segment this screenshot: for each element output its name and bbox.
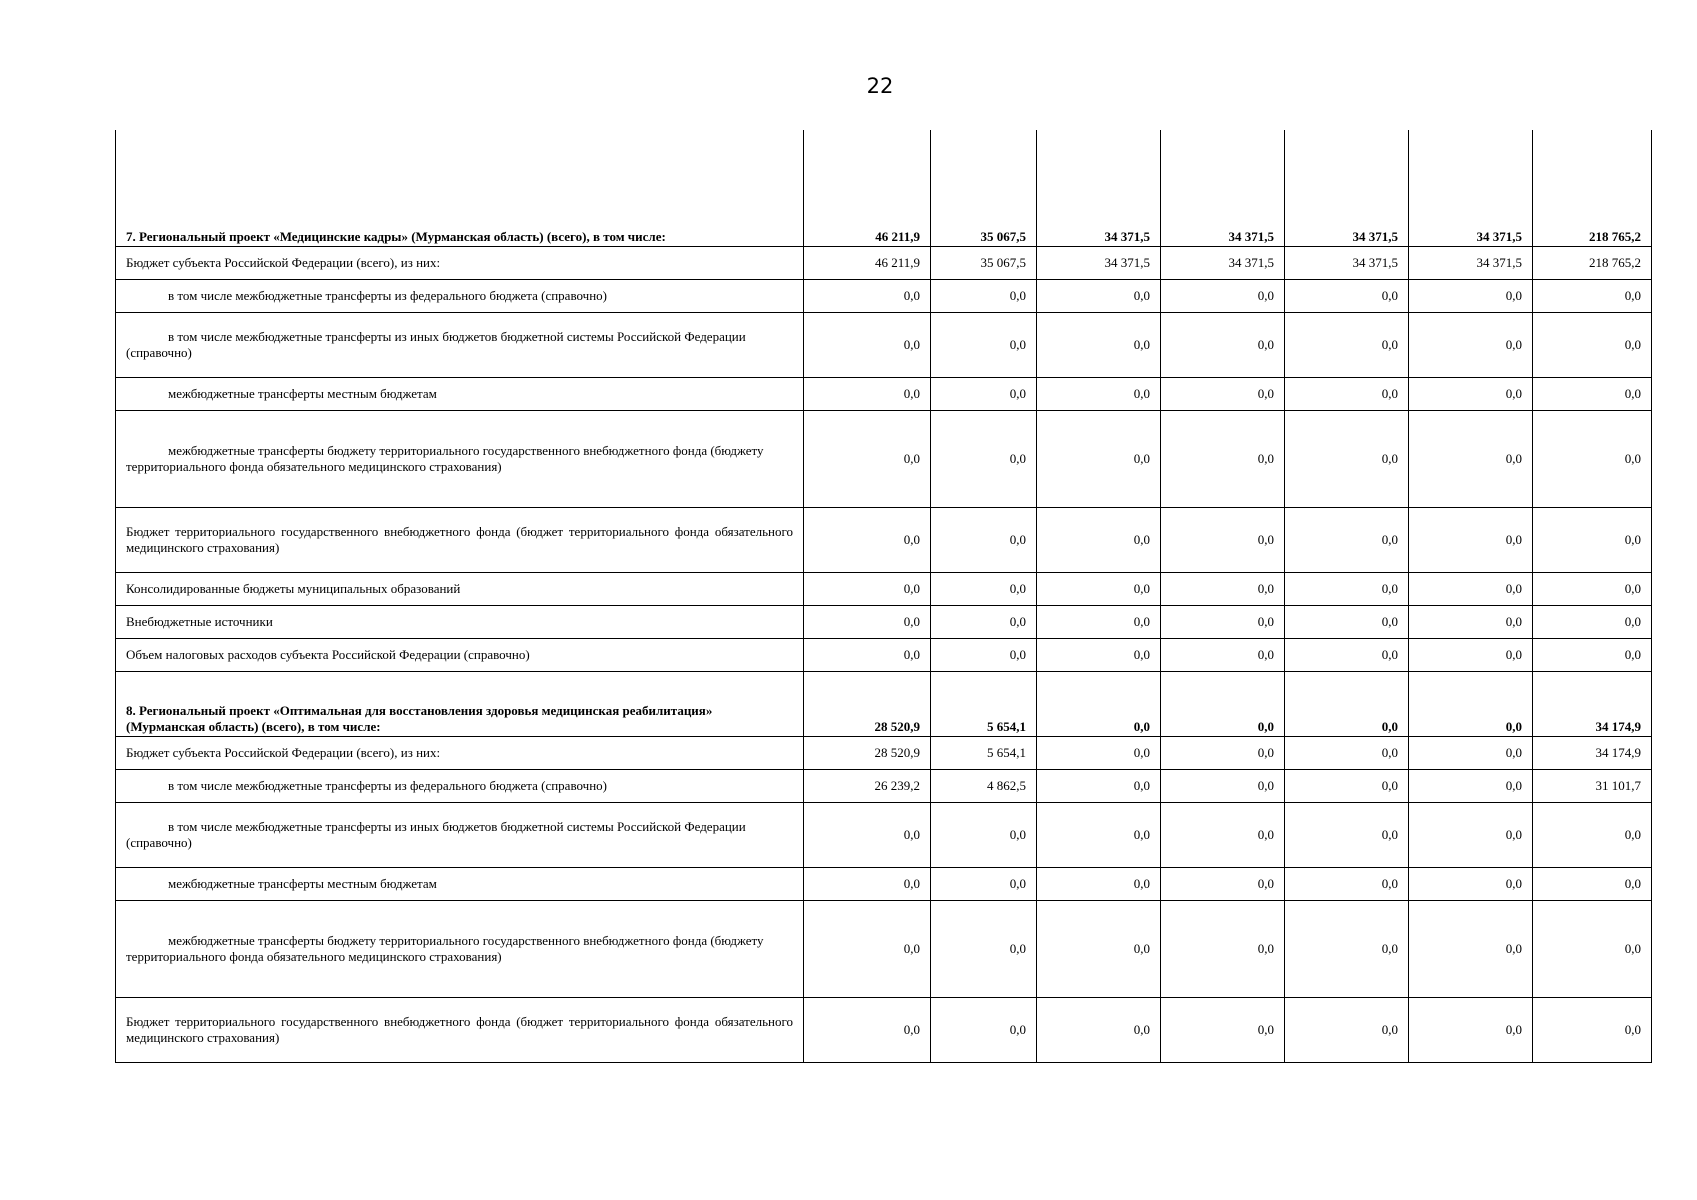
value-cell: 0,0 <box>1409 410 1533 507</box>
value-cell: 35 067,5 <box>931 130 1037 246</box>
value-cell: 0,0 <box>1037 605 1161 638</box>
value-cell: 0,0 <box>1037 410 1161 507</box>
value-cell: 0,0 <box>1409 802 1533 867</box>
row-label: 8. Региональный проект «Оптимальная для восстановления здоровья медицинская реабилитация» (Мурманская область) (всего), в том числе: <box>116 671 804 736</box>
value-cell: 0,0 <box>1409 900 1533 997</box>
value-cell: 0,0 <box>1533 900 1652 997</box>
value-cell: 0,0 <box>804 867 931 900</box>
table-row <box>116 736 1652 769</box>
row-label: Бюджет субъекта Российской Федерации (всего), из них: <box>116 736 804 769</box>
value-cell: 0,0 <box>1533 312 1652 377</box>
table-row <box>116 410 1652 507</box>
value-cell: 0,0 <box>804 802 931 867</box>
table-row <box>116 605 1652 638</box>
value-cell: 0,0 <box>1037 867 1161 900</box>
row-label: в том числе межбюджетные трансферты из иных бюджетов бюджетной системы Российской Федерации (справочно) <box>116 802 804 867</box>
value-cell: 0,0 <box>1409 671 1533 736</box>
value-cell: 0,0 <box>1409 377 1533 410</box>
budget-table <box>115 130 1652 1063</box>
value-cell: 0,0 <box>1409 279 1533 312</box>
table-row <box>116 671 1652 736</box>
value-cell: 0,0 <box>931 605 1037 638</box>
value-cell: 0,0 <box>804 377 931 410</box>
value-cell: 0,0 <box>1161 997 1285 1062</box>
value-cell: 0,0 <box>1533 279 1652 312</box>
value-cell: 0,0 <box>1285 802 1409 867</box>
value-cell: 34 371,5 <box>1161 246 1285 279</box>
row-label: Объем налоговых расходов субъекта Российской Федерации (справочно) <box>116 638 804 671</box>
value-cell: 0,0 <box>1037 997 1161 1062</box>
value-cell: 0,0 <box>1285 377 1409 410</box>
row-label: Бюджет территориального государственного внебюджетного фонда (бюджет территориального фонда обязательного медицинского страхования) <box>116 997 804 1062</box>
value-cell: 0,0 <box>931 867 1037 900</box>
value-cell: 0,0 <box>1161 769 1285 802</box>
value-cell: 0,0 <box>1285 997 1409 1062</box>
value-cell: 0,0 <box>1285 769 1409 802</box>
value-cell: 0,0 <box>1037 671 1161 736</box>
value-cell: 0,0 <box>1037 377 1161 410</box>
value-cell: 0,0 <box>1285 638 1409 671</box>
value-cell: 0,0 <box>1161 377 1285 410</box>
value-cell: 0,0 <box>1533 802 1652 867</box>
value-cell: 34 371,5 <box>1037 130 1161 246</box>
value-cell: 28 520,9 <box>804 736 931 769</box>
value-cell: 0,0 <box>931 507 1037 572</box>
value-cell: 0,0 <box>931 410 1037 507</box>
value-cell: 5 654,1 <box>931 736 1037 769</box>
row-label: Внебюджетные источники <box>116 605 804 638</box>
value-cell: 0,0 <box>1161 605 1285 638</box>
value-cell: 0,0 <box>1533 572 1652 605</box>
value-cell: 0,0 <box>1533 410 1652 507</box>
value-cell: 0,0 <box>1037 572 1161 605</box>
value-cell: 0,0 <box>804 410 931 507</box>
value-cell: 34 371,5 <box>1285 130 1409 246</box>
table-row <box>116 279 1652 312</box>
value-cell: 0,0 <box>804 605 931 638</box>
value-cell: 0,0 <box>1161 507 1285 572</box>
value-cell: 0,0 <box>804 900 931 997</box>
row-label: 7. Региональный проект «Медицинские кадры» (Мурманская область) (всего), в том числе: <box>116 130 804 246</box>
value-cell: 0,0 <box>1161 802 1285 867</box>
value-cell: 34 371,5 <box>1409 246 1533 279</box>
value-cell: 0,0 <box>1285 410 1409 507</box>
value-cell: 4 862,5 <box>931 769 1037 802</box>
row-label: в том числе межбюджетные трансферты из федерального бюджета (справочно) <box>116 279 804 312</box>
value-cell: 46 211,9 <box>804 246 931 279</box>
table-row <box>116 802 1652 867</box>
row-label: межбюджетные трансферты местным бюджетам <box>116 867 804 900</box>
value-cell: 0,0 <box>1533 377 1652 410</box>
table-row <box>116 507 1652 572</box>
value-cell: 0,0 <box>804 572 931 605</box>
value-cell: 0,0 <box>1037 736 1161 769</box>
row-label: в том числе межбюджетные трансферты из иных бюджетов бюджетной системы Российской Федерации (справочно) <box>116 312 804 377</box>
value-cell: 0,0 <box>1409 997 1533 1062</box>
value-cell: 0,0 <box>1161 867 1285 900</box>
value-cell: 0,0 <box>1037 312 1161 377</box>
value-cell: 0,0 <box>1037 279 1161 312</box>
value-cell: 0,0 <box>804 638 931 671</box>
row-label: межбюджетные трансферты местным бюджетам <box>116 377 804 410</box>
value-cell: 0,0 <box>1285 312 1409 377</box>
value-cell: 34 174,9 <box>1533 671 1652 736</box>
value-cell: 0,0 <box>1533 867 1652 900</box>
value-cell: 5 654,1 <box>931 671 1037 736</box>
value-cell: 0,0 <box>1409 312 1533 377</box>
row-label: в том числе межбюджетные трансферты из федерального бюджета (справочно) <box>116 769 804 802</box>
value-cell: 0,0 <box>1533 997 1652 1062</box>
value-cell: 0,0 <box>1285 867 1409 900</box>
value-cell: 0,0 <box>1037 507 1161 572</box>
value-cell: 0,0 <box>1409 638 1533 671</box>
value-cell: 0,0 <box>1285 736 1409 769</box>
value-cell: 0,0 <box>1285 279 1409 312</box>
table-row <box>116 377 1652 410</box>
value-cell: 0,0 <box>931 572 1037 605</box>
table-row <box>116 867 1652 900</box>
value-cell: 0,0 <box>1161 312 1285 377</box>
value-cell: 0,0 <box>1161 900 1285 997</box>
value-cell: 0,0 <box>1533 638 1652 671</box>
table-row <box>116 997 1652 1062</box>
value-cell: 0,0 <box>931 638 1037 671</box>
value-cell: 0,0 <box>1409 736 1533 769</box>
table-row <box>116 769 1652 802</box>
value-cell: 0,0 <box>931 802 1037 867</box>
table-row <box>116 638 1652 671</box>
value-cell: 0,0 <box>1533 507 1652 572</box>
value-cell: 0,0 <box>1285 671 1409 736</box>
value-cell: 0,0 <box>804 507 931 572</box>
value-cell: 0,0 <box>931 997 1037 1062</box>
table-row <box>116 246 1652 279</box>
value-cell: 0,0 <box>1161 638 1285 671</box>
value-cell: 0,0 <box>1037 900 1161 997</box>
value-cell: 0,0 <box>1037 802 1161 867</box>
row-label: Бюджет территориального государственного внебюджетного фонда (бюджет территориального фонда обязательного медицинского страхования) <box>116 507 804 572</box>
value-cell: 0,0 <box>1161 572 1285 605</box>
value-cell: 0,0 <box>1409 605 1533 638</box>
value-cell: 34 371,5 <box>1285 246 1409 279</box>
value-cell: 0,0 <box>931 377 1037 410</box>
row-label: межбюджетные трансферты бюджету территориального государственного внебюджетного фонда (бюджету территориального фонда обязательного медицинского страхования) <box>116 900 804 997</box>
value-cell: 0,0 <box>1409 769 1533 802</box>
value-cell: 46 211,9 <box>804 130 931 246</box>
value-cell: 0,0 <box>1285 900 1409 997</box>
value-cell: 218 765,2 <box>1533 130 1652 246</box>
value-cell: 34 371,5 <box>1409 130 1533 246</box>
row-label: межбюджетные трансферты бюджету территориального государственного внебюджетного фонда (бюджету территориального фонда обязательного медицинского страхования) <box>116 410 804 507</box>
value-cell: 218 765,2 <box>1533 246 1652 279</box>
value-cell: 0,0 <box>1533 605 1652 638</box>
table-row <box>116 312 1652 377</box>
value-cell: 26 239,2 <box>804 769 931 802</box>
value-cell: 0,0 <box>931 279 1037 312</box>
value-cell: 0,0 <box>804 997 931 1062</box>
row-label: Бюджет субъекта Российской Федерации (всего), из них: <box>116 246 804 279</box>
value-cell: 0,0 <box>1161 410 1285 507</box>
value-cell: 0,0 <box>804 312 931 377</box>
value-cell: 0,0 <box>1285 507 1409 572</box>
table-row <box>116 130 1652 246</box>
value-cell: 28 520,9 <box>804 671 931 736</box>
value-cell: 0,0 <box>1409 572 1533 605</box>
value-cell: 0,0 <box>1037 769 1161 802</box>
value-cell: 0,0 <box>1285 605 1409 638</box>
table-row <box>116 900 1652 997</box>
value-cell: 0,0 <box>1409 507 1533 572</box>
value-cell: 0,0 <box>804 279 931 312</box>
value-cell: 0,0 <box>1037 638 1161 671</box>
value-cell: 0,0 <box>1161 279 1285 312</box>
value-cell: 0,0 <box>1409 867 1533 900</box>
page-number: 22 <box>866 74 894 98</box>
value-cell: 35 067,5 <box>931 246 1037 279</box>
value-cell: 34 174,9 <box>1533 736 1652 769</box>
value-cell: 0,0 <box>1161 671 1285 736</box>
value-cell: 34 371,5 <box>1037 246 1161 279</box>
value-cell: 31 101,7 <box>1533 769 1652 802</box>
value-cell: 0,0 <box>931 900 1037 997</box>
table-row <box>116 572 1652 605</box>
value-cell: 0,0 <box>1161 736 1285 769</box>
value-cell: 0,0 <box>1285 572 1409 605</box>
value-cell: 0,0 <box>931 312 1037 377</box>
value-cell: 34 371,5 <box>1161 130 1285 246</box>
row-label: Консолидированные бюджеты муниципальных образований <box>116 572 804 605</box>
